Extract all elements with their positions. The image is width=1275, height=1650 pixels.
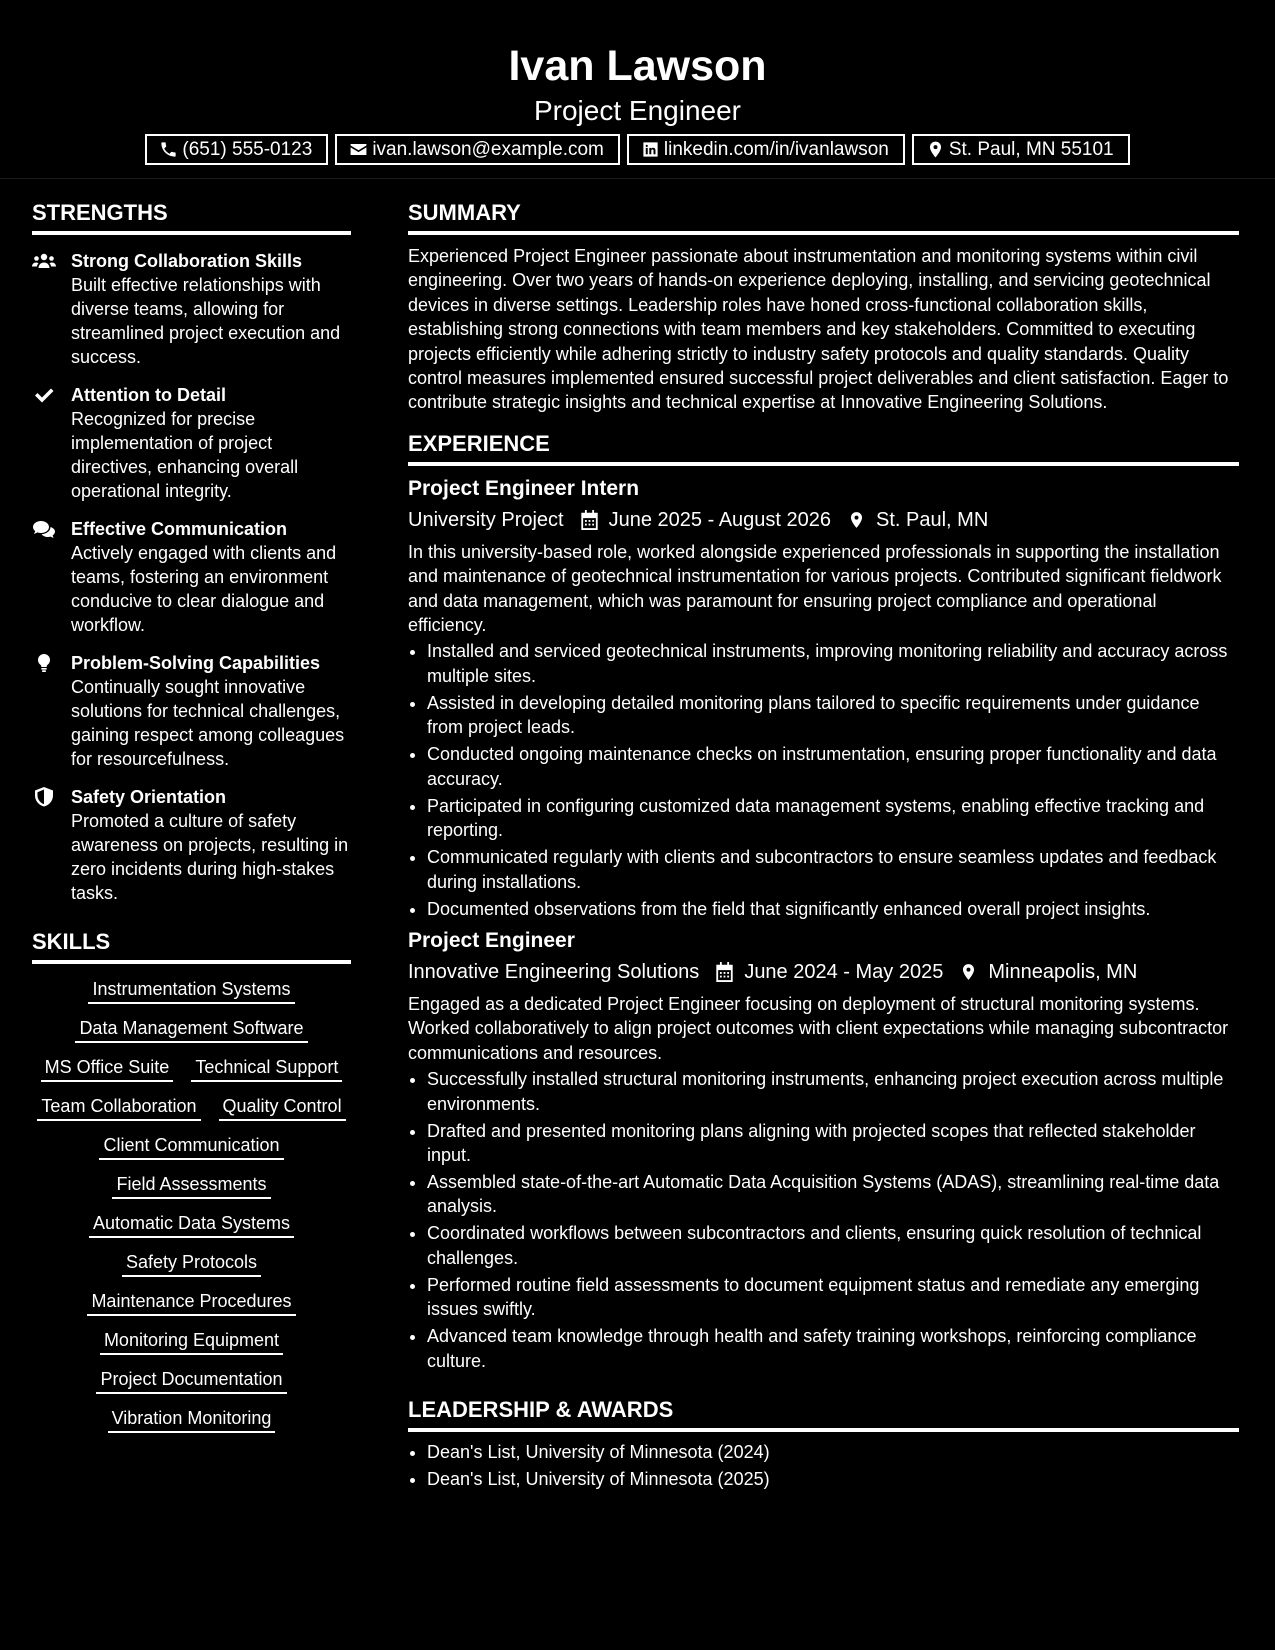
calendar-icon xyxy=(580,510,599,530)
skill-tag: Maintenance Procedures xyxy=(87,1288,295,1316)
job-entry xyxy=(408,927,1239,1373)
map-marker-icon xyxy=(959,962,978,982)
job-meta xyxy=(408,505,1239,535)
job-bullet: • Installed and serviced geotechnical instruments, improving monitoring reliability and accuracy across multiple sites. xyxy=(427,639,1239,688)
map-marker-icon xyxy=(847,510,866,530)
contact-location[interactable] xyxy=(912,134,1130,165)
award-item: • Dean's List, University of Minnesota (2024) xyxy=(427,1440,1239,1464)
strength-item xyxy=(32,651,351,771)
strength-title: Safety Orientation xyxy=(71,787,227,807)
strength-item xyxy=(32,785,351,905)
skill-tag: Project Documentation xyxy=(96,1366,286,1394)
skill-tag: Client Communication xyxy=(99,1132,283,1160)
job-location: St. Paul, MN xyxy=(876,508,989,531)
job-bullet: • Assembled state-of-the-art Automatic Data Acquisition Systems (ADAS), streamlining real-time data analysis. xyxy=(427,1170,1239,1219)
calendar-icon xyxy=(715,962,734,982)
awards-section xyxy=(408,1395,1239,1491)
job-bullet: • Communicated regularly with clients and subcontractors to ensure seamless updates and feedback during installations. xyxy=(427,845,1239,894)
job-description: In this university-based role, worked alongside experienced professionals in supporting the installation and maintenance of geotechnical instrumentation for various projects. Contributed significant fieldwork and data management, which was paramount for ensuring project compliance and operational efficiency. xyxy=(408,541,1222,636)
check-icon xyxy=(32,385,56,405)
skill-tag: Instrumentation Systems xyxy=(88,976,294,1004)
skills-list xyxy=(32,976,351,1433)
job-bullet: • Coordinated workflows between subcontractors and clients, ensuring quick resolution of technical challenges. xyxy=(427,1221,1239,1270)
job-title: Project Engineer Intern xyxy=(408,476,640,500)
contact-phone[interactable] xyxy=(145,134,328,165)
shield-icon xyxy=(32,787,56,807)
job-entry xyxy=(408,475,1239,921)
candidate-title: Project Engineer xyxy=(533,95,741,126)
left-column xyxy=(32,198,351,1433)
phone-icon xyxy=(159,140,178,159)
strength-title: Effective Communication xyxy=(71,519,288,539)
contact-linkedin[interactable] xyxy=(627,134,905,165)
job-bullet: • Performed routine field assessments to document equipment status and remediate any emerging issues swiftly. xyxy=(427,1273,1239,1322)
linkedin-icon xyxy=(641,140,660,159)
job-bullet: • Successfully installed structural monitoring instruments, enhancing project execution across multiple environments. xyxy=(427,1067,1239,1116)
skills-heading: SKILLS xyxy=(32,927,351,964)
strength-title: Problem-Solving Capabilities xyxy=(71,653,321,673)
skill-tag: Vibration Monitoring xyxy=(108,1405,276,1433)
skill-tag: Automatic Data Systems xyxy=(89,1210,294,1238)
job-bullet: • Documented observations from the field that significantly enhanced overall project insights. xyxy=(427,897,1239,921)
job-bullet: • Drafted and presented monitoring plans aligning with projected scopes that reflected stakeholder input. xyxy=(427,1119,1239,1168)
map-marker-icon xyxy=(926,140,945,159)
skill-tag: Monitoring Equipment xyxy=(100,1327,283,1355)
skill-tag: Field Assessments xyxy=(112,1171,270,1199)
contact-bar xyxy=(0,134,1275,165)
contact-location-text: St. Paul, MN 55101 xyxy=(948,138,1114,160)
skill-tag: Team Collaboration xyxy=(37,1093,200,1121)
job-description: Engaged as a dedicated Project Engineer focusing on deployment of structural monitoring systems. Worked collaboratively to align project outcomes with client expectations while managing subcontractor communications and resources. xyxy=(408,993,1229,1063)
job-bullets xyxy=(408,639,1239,920)
skill-tag: Technical Support xyxy=(191,1054,342,1082)
contact-email[interactable] xyxy=(335,134,620,165)
strength-item xyxy=(32,383,351,503)
job-meta xyxy=(408,957,1239,987)
job-bullet: • Assisted in developing detailed monitoring plans tailored to specific requirements under guidance from project leads. xyxy=(427,691,1239,740)
contact-email-text: ivan.lawson@example.com xyxy=(372,138,604,160)
lightbulb-icon xyxy=(32,653,56,673)
job-company: Innovative Engineering Solutions xyxy=(408,960,700,983)
skill-tag: Quality Control xyxy=(219,1093,346,1121)
strength-title: Attention to Detail xyxy=(71,385,226,405)
job-company: University Project xyxy=(408,508,564,531)
strength-item xyxy=(32,517,351,637)
strength-title: Strong Collaboration Skills xyxy=(71,251,303,271)
job-title: Project Engineer xyxy=(408,928,575,952)
skill-tag: MS Office Suite xyxy=(41,1054,174,1082)
skill-tag: Data Management Software xyxy=(75,1015,307,1043)
right-column xyxy=(408,198,1239,1494)
experience-heading: EXPERIENCE xyxy=(408,429,1239,466)
strengths-heading: STRENGTHS xyxy=(32,198,351,235)
awards-heading: LEADERSHIP & AWARDS xyxy=(408,1395,1239,1432)
experience-section xyxy=(408,429,1239,1373)
summary-heading: SUMMARY xyxy=(408,198,1239,235)
contact-phone-text: (651) 555-0123 xyxy=(182,138,313,160)
job-dates: June 2025 - August 2026 xyxy=(608,508,832,531)
candidate-name: Ivan Lawson xyxy=(508,42,767,90)
job-location: Minneapolis, MN xyxy=(988,960,1138,983)
envelope-icon xyxy=(349,140,368,159)
award-item: • Dean's List, University of Minnesota (2025) xyxy=(427,1467,1239,1491)
job-dates: June 2024 - May 2025 xyxy=(744,960,944,983)
strength-item xyxy=(32,249,351,369)
job-bullets xyxy=(408,1067,1239,1373)
awards-list xyxy=(408,1440,1239,1491)
strength-desc: Built effective relationships with diverse teams, allowing for streamlined project execution and success. xyxy=(71,275,341,367)
comments-icon xyxy=(32,519,56,539)
job-bullet: • Participated in configuring customized data management systems, enabling effective tracking and reporting. xyxy=(427,794,1239,843)
job-bullet: • Advanced team knowledge through health and safety training workshops, reinforcing compliance culture. xyxy=(427,1324,1239,1373)
summary-text: Experienced Project Engineer passionate about instrumentation and monitoring systems within civil engineering. Over two years of hands-on experience deploying, installing, and servicing geotechnical devices in diverse settings. Leadership roles have honed cross-functional collaboration skills, establishing strong connections with team members and key stakeholders. Committed to executing projects efficiently while adhering strictly to industry safety protocols and quality standards. Quality control measures implemented ensured successful project deliverables and client satisfaction. Eager to contribute strategic insights and technical expertise at Innovative Engineering Solutions. xyxy=(408,246,1229,413)
strength-desc: Promoted a culture of safety awareness on projects, resulting in zero incidents during high-stakes tasks. xyxy=(71,811,349,903)
users-icon xyxy=(32,251,56,271)
contact-linkedin-text: linkedin.com/in/ivanlawson xyxy=(663,138,889,160)
resume-header xyxy=(0,0,1275,179)
job-bullet: • Conducted ongoing maintenance checks on instrumentation, ensuring proper functionality and data accuracy. xyxy=(427,742,1239,791)
strength-desc: Actively engaged with clients and teams, fostering an environment conducive to clear dialogue and workflow. xyxy=(71,543,337,635)
strength-desc: Continually sought innovative solutions for technical challenges, gaining respect among colleagues for resourcefulness. xyxy=(71,677,345,769)
strength-desc: Recognized for precise implementation of project directives, enhancing overall operational integrity. xyxy=(71,409,299,501)
skill-tag: Safety Protocols xyxy=(122,1249,261,1277)
